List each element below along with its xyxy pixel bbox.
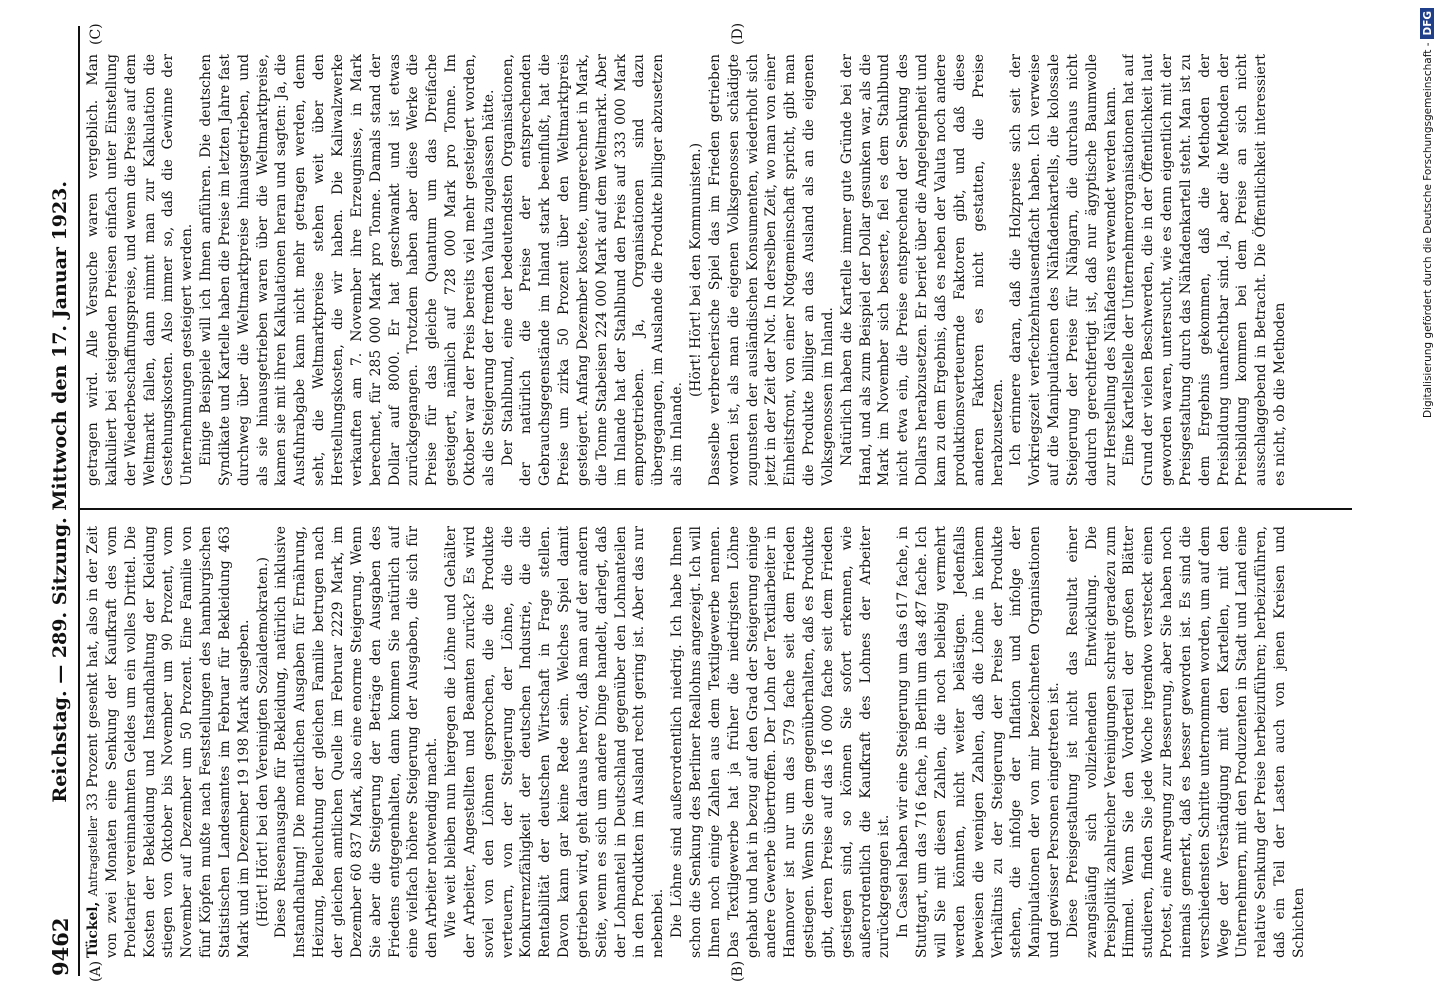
paragraph: Einige Beispiele will ich Ihnen anführen. Die deutschen Syndikate und Kartelle haben die Preise im letzten Jahre fast durchweg über die Weltmarktpreise hinausgetrieben, und als sie hinausgetrieben waren über die Weltmarktpreise, kamen sie mit ihren Kalkulationen heran und sagten: Ja, die Ausfuhrabgabe kann nicht mehr getragen werden, denn seht, die Weltmarktpreise stehen weit über den Herstellungskosten, die wir haben. Die Kaliwalzwerke verkauften am 7. November ihre Erzeugnisse, in Mark berechnet, für 285 000 Mark pro Tonne. Damals stand der Dollar auf 8000. Er hat geschwankt und ist etwas zurückgegangen. Trotzdem haben aber diese Werke die Preise für das gleiche Quantum um das Dreifache gesteigert, nämlich auf 728 000 Mark pro Tonne. Im Oktober war der Preis bereits viel mehr gesteigert worden, als die Steigerung der fremden Valuta zugelassen hätte. [198, 54, 497, 486]
paragraph: Ich erinnere daran, daß die Holzpreise sich seit der Vorkriegszeit verfechzehntausendfacht haben. Ich verweise auf die Manipulationen des Nähfadenkartells, die kolossale Steigerung der Preise für Nähgarn, die durchaus nicht dadurch gerechtfertigt ist, daß nur ägyptische Baumwolle zur Herstellung des Nähfadens verwendet werden kann. [1008, 54, 1119, 486]
page-title: Reichstag. — 289. Sitzung. Mittwoch den 17. Januar 1923. [49, 180, 71, 803]
text-column-left [84, 526, 1352, 958]
section-marker-b: (B) [730, 960, 746, 982]
speaker-note: Antragsteller [86, 815, 100, 897]
header-rule [78, 26, 80, 976]
paragraph: Diese Preisgestaltung ist nicht das Resultat einer zwangsläufig sich vollziehenden Entwicklung. Die Preispolitik zahlreicher Vereinigungen schreit geradezu zum Himmel. Wenn Sie den Vorderteil der großen Blätter studieren, finden Sie jede Woche irgendwo versteckt einen Protest, eine Anregung zur Besserung, aber Sie haben noch niemals gemerkt, daß es besser geworden ist. Es sind die verschiedensten Schritte unternommen worden, um auf dem Wege der Verständigung mit den Kartellen, mit den Unternehmern, mit den Produzenten in Stadt und Land eine relative Senkung der Preise herbeizuführen; herbeizuführen, daß ein Teil der Lasten auch von jenen Kreisen und Schichten [1064, 526, 1307, 958]
document-page [40, 0, 1360, 1000]
page-header [40, 26, 80, 976]
paragraph: In Cassel haben wir eine Steigerung um das 617 fache, in Stuttgart, um das 716 fache, in Berlin um das 487 fache. Ich will Sie mit diesen Zahlen, die noch beliebig vermehrt werden könnten, nicht weiter belästigen. Jedenfalls beweisen die wenigen Zahlen, daß die Löhne in keinem Verhältnis zu der Steigerung der Preise der Produkte stehen, die infolge der Inflation und infolge der Manipulationen der von mir bezeichneten Organisationen und gewisser Personen eingetreten ist. [895, 526, 1063, 958]
paragraph: getragen wird. Alle Versuche waren vergeblich. Man kalkuliert bei steigenden Preisen einfach unter Einstellung der Wiederbeschaffungspreise, und wenn die Preise auf dem Weltmarkt fallen, dann nimmt man zur Kalkulation die Gestehungskosten. Also immer so, daß die Gewinne der Unternehmungen gesteigert werden. [85, 54, 196, 486]
paragraph: Natürlich haben die Kartelle immer gute Gründe bei der Hand, und als zum Beispiel der Dollar gesunken war, als die Mark im November sich besserte, fiel es dem Stahlbund nicht etwa ein, die Preise entsprechend der Senkung des Dollars herabzusetzen. Er beriet über die Angelegenheit und kam zu dem Ergebnis, daß es neben der Valuta noch andere produktionsverteuernde Faktoren gibt, und daß diese anderen Faktoren es nicht gestatten, die Preise herabzusetzen. [838, 54, 1006, 486]
digitization-credit [1418, 8, 1434, 998]
interjection: (Hört! Hört! bei den Vereinigten Sozialdemokraten.) [254, 557, 271, 927]
paragraph: Wie weit bleiben nun hiergegen die Löhne und Gehälter der Arbeiter, Angestellten und Beamten zurück? Es wird soviel von den Löhnen gesprochen, die die Produkte verteuern, von der Steigerung der Löhne, die die Konkurrenzfähigkeit der deutschen Industrie, die die Rentabilität der deutschen Wirtschaft in Frage stellen. Davon kann gar keine Rede sein. Welches Spiel damit getrieben wird, geht daraus hervor, daß man auf der andern Seite, wenn es sich um andere Dinge handelt, darlegt, daß der Lohnanteil in Deutschland gegenüber den Lohnanteilen in den Produkten im Ausland recht gering ist. Aber das nur nebenbei. [443, 526, 667, 958]
text-column-right [84, 54, 1352, 486]
credit-text: Digitalisierung gefördert durch die Deutsche Forschungsgemeinschaft - [1422, 42, 1434, 419]
paragraph: Dasselbe verbrecherische Spiel das im Frieden getrieben worden ist, als man die eigenen Volksgenossen schädigte zugunsten der ausländischen Konsumenten, wiederholt sich jetzt in der Zeit der Not. In derselben Zeit, wo man von einer Einheitsfront, von einer Notgemeinschaft spricht, gibt man die Produkte billiger an das Ausland als an die eigenen Volksgenossen im Inland. [706, 54, 836, 486]
paragraph [84, 526, 254, 958]
section-marker-d: (D) [730, 22, 746, 45]
page-number: 9462 [47, 917, 73, 976]
section-marker-c: (C) [88, 23, 104, 45]
paragraph: Die Löhne sind außerordentlich niedrig. Ich habe Ihnen schon die Senkung des Berliner Reallohns angezeigt. Ich will Ihnen noch einige Zahlen aus dem Textilgewerbe nennen. Das Textilgewerbe hat ja früher die niedrigsten Löhne gehabt und hat in bezug auf den Grad der Steigerung einige andere Gewerbe übertroffen. Der Lohn der Textilarbeiter in Hannover ist nur um das 579 fache seit dem Frieden gestiegen. Wenn Sie dem gegenüberhalten, daß es Produkte gibt, deren Preise auf das 16 000 fache seit dem Frieden gestiegen sind, so können Sie sofort erkennen, wie außerordentlich die Kaufkraft des Lohnes der Arbeiter zurückgegangen ist. [669, 526, 893, 958]
paragraph-text: 33 Prozent gesenkt hat, also in der Zeit von zwei Monaten eine Senkung der Kaufkraft des vom Proletarier vereinnahmten Geldes um ein volles Drittel. Die Kosten der Bekleidung und Instandhaltung der Kleidung stiegen von Oktober bis November um 90 Prozent, vom November auf Dezember um 50 Prozent. Eine Familie von fünf Köpfen mußte nach Feststellungen des hamburgischen Statistischen Landesamtes im Februar für Bekleidung 463 Mark und im Dezember 19 198 Mark ausgeben. [85, 526, 252, 958]
dfg-logo: DFG [1420, 8, 1434, 39]
interjection: (Hört! Hört! bei den Kommunisten.) [688, 143, 704, 398]
paragraph: Der Stahlbund, eine der bedeutendsten Organisationen, der natürlich die Preise der entsprechenden Gebrauchsgegenstände im Inland stark beeinflußt, hat die Preise um zirka 50 Prozent über den Weltmarktpreis gesteigert. Anfang Dezember kostete, umgerechnet in Mark, die Tonne Stabeisen 224 000 Mark auf dem Weltmarkt. Aber im Inlande hat der Stahlbund den Preis auf 333 000 Mark emporgetrieben. Ja, Organisationen sind dazu übergegangen, im Auslande die Produkte billiger abzusetzen als im Inlande. [499, 54, 686, 486]
speaker-name: Tückel, [85, 901, 101, 958]
paragraph: Eine Kartellstelle der Unternehmerorganisationen hat auf Grund der vielen Beschwerden, die in der Öffentlichkeit laut geworden waren, untersucht, wie es denn eigentlich mit der Preisgestaltung durch das Nähfadenkartell steht. Man ist zu dem Ergebnis gekommen, daß die Methoden der Preisbildung unanfechtbar sind. Ja, aber die Methoden der Preisbildung kommen bei dem Preise an sich nicht ausschlaggebend in Betracht. Die Öffentlichkeit interessiert es nicht, ob die Methoden [1121, 54, 1289, 486]
paragraph: Diese Riesenausgabe für Bekleidung, natürlich inklusive Instandhaltung! Die monatlichen Ausgaben für Ernährung, Heizung, Beleuchtung der gleichen Familie betrugen nach der gleichen amtlichen Quelle im Februar 2229 Mark, im Dezember 60 837 Mark, also eine enorme Steigerung. Wenn Sie aber die Steigerung der Beträge den Ausgaben des Friedens entgegenhalten, dann kommen Sie natürlich auf eine vielfach höhere Steigerung der Ausgaben, die sich für den Arbeiter notwendig macht. [273, 526, 441, 958]
column-rule [80, 508, 1352, 510]
section-marker-a: (A) [88, 960, 104, 982]
